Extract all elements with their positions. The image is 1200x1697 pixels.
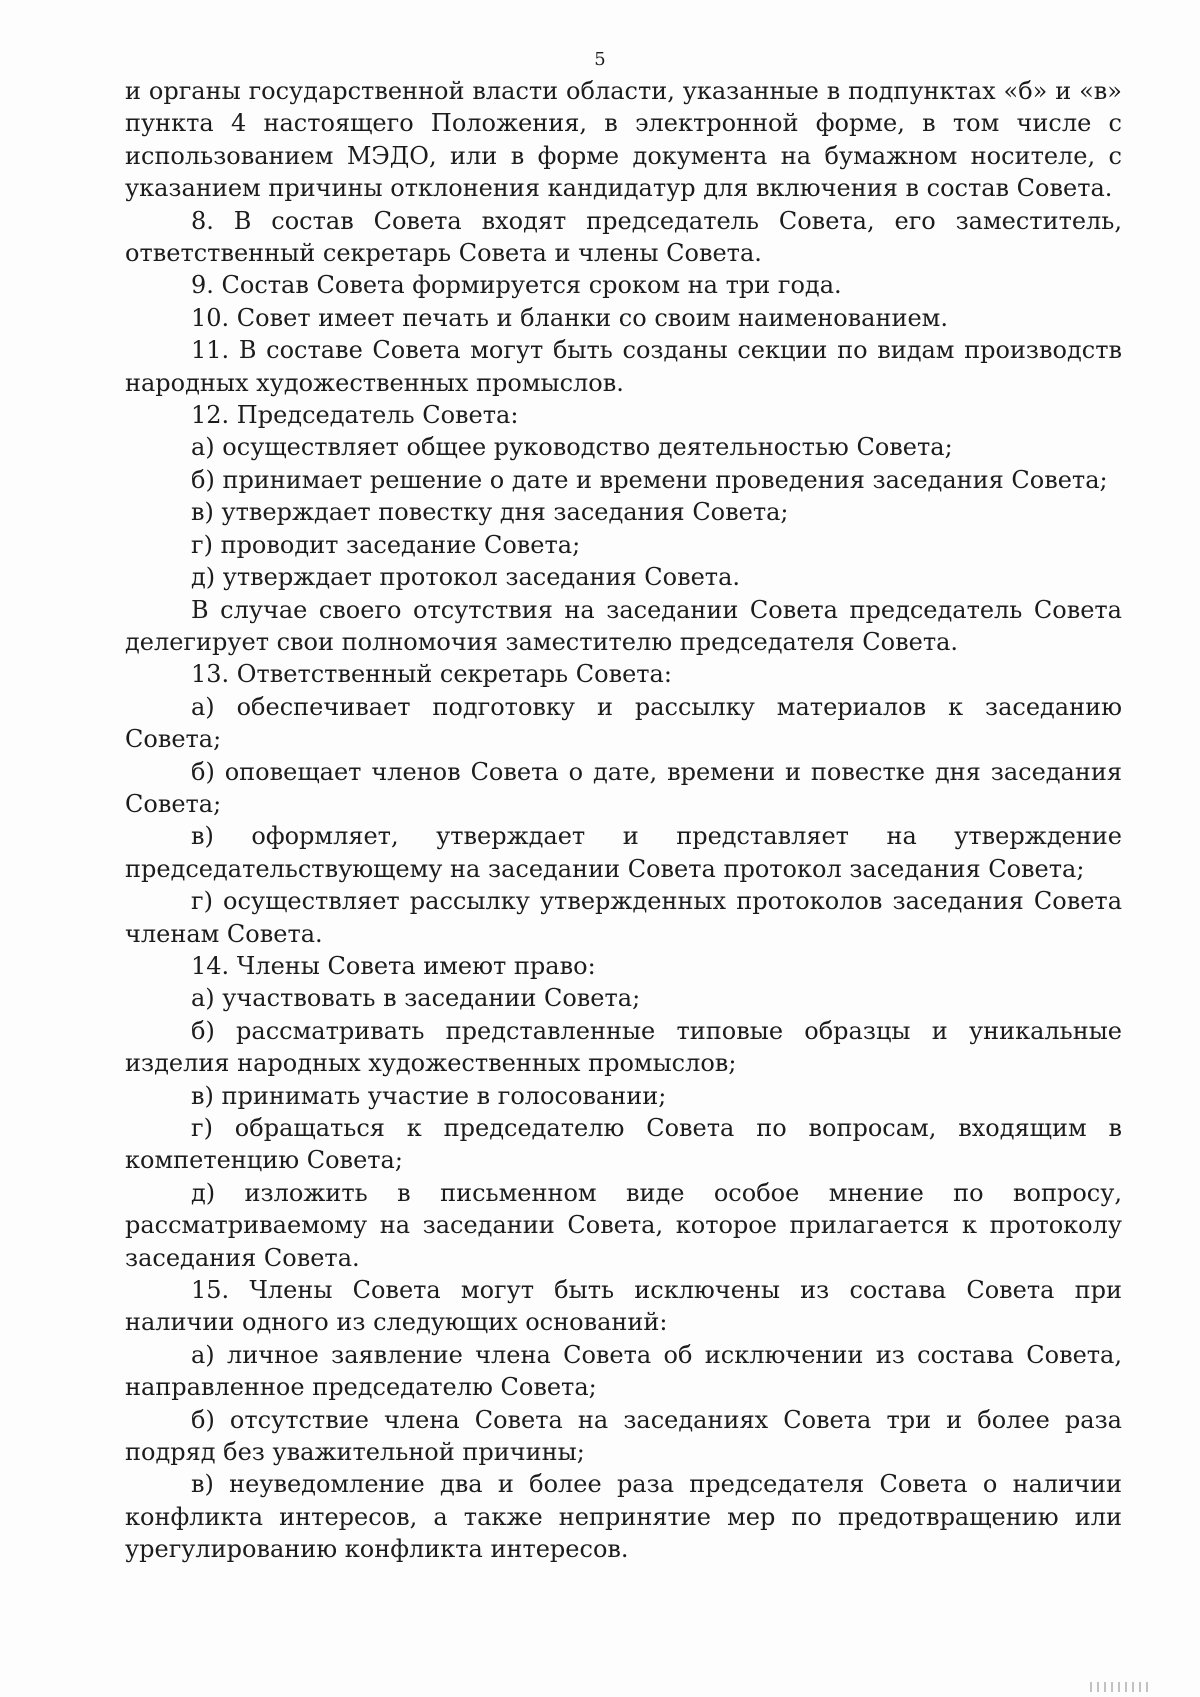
paragraph: в) оформляет, утверждает и представляет на утверждение председательствующему на заседании Совета протокол заседания Совета; <box>125 822 1122 883</box>
paragraph: г) обращаться к председателю Совета по вопросам, входящим в компетенцию Совета; <box>125 1114 1122 1175</box>
paragraph: д) изложить в письменном виде особое мнение по вопросу, рассматриваемому на заседании Совета, которое прилагается к протоколу заседания Совета. <box>125 1178 1122 1272</box>
paragraph: а) осуществляет общее руководство деятельностью Совета; <box>191 433 953 462</box>
paragraph: б) отсутствие члена Совета на заседаниях Совета три и более раза подряд без уважительной причины; <box>125 1405 1122 1467</box>
paragraph: 8. В состав Совета входят председатель Совета, его заместитель, ответственный секретарь Совета и члены Совета. <box>125 206 1122 268</box>
paragraph: 11. В составе Совета могут быть созданы секции по видам производств народных художественных промыслов. <box>125 336 1122 397</box>
paragraph: 12. Председатель Совета: <box>191 401 519 430</box>
paragraph: в) неуведомление два и более раза председателя Совета о наличии конфликта интересов, а также непринятие мер по предотвращению или урегулированию конфликта интересов. <box>125 1470 1122 1564</box>
paragraph: б) рассматривать представленные типовые образцы и уникальные изделия народных художественных промыслов; <box>125 1016 1122 1078</box>
scan-artifact <box>1090 1682 1150 1692</box>
paragraph: 9. Состав Совета формируется сроком на три года. <box>191 271 842 300</box>
paragraph: в) принимать участие в голосовании; <box>191 1081 667 1110</box>
paragraph: 14. Члены Совета имеют право: <box>191 951 596 980</box>
paragraph: г) проводит заседание Совета; <box>191 530 581 559</box>
page-number: 5 <box>594 49 606 70</box>
paragraph: а) обеспечивает подготовку и рассылку материалов к заседанию Совета; <box>125 692 1122 754</box>
paragraph: в) утверждает повестку дня заседания Совета; <box>191 498 789 527</box>
paragraph: б) оповещает членов Совета о дате, времени и повестке дня заседания Совета; <box>125 757 1122 818</box>
paragraph: 10. Совет имеет печать и бланки со своим наименованием. <box>191 303 948 332</box>
paragraph: а) участвовать в заседании Совета; <box>191 984 641 1013</box>
document-body <box>125 75 1122 1566</box>
paragraph: б) принимает решение о дате и времени проведения заседания Совета; <box>191 465 1108 494</box>
paragraph: г) осуществляет рассылку утвержденных протоколов заседания Совета членам Совета. <box>125 887 1122 948</box>
paragraph: и органы государственной власти области, указанные в подпунктах «б» и «в» пункта 4 настоящего Положения, в электронной форме, в том числе с использованием МЭДО, или в форме документа на бумажном носителе, с указанием причины отклонения кандидатур для включения в состав Совета. <box>125 77 1122 203</box>
paragraph: В случае своего отсутствия на заседании Совета председатель Совета делегирует свои полномочия заместителю председателя Совета. <box>125 595 1122 656</box>
paragraph: 15. Члены Совета могут быть исключены из состава Совета при наличии одного из следующих оснований: <box>125 1276 1122 1337</box>
paragraph: д) утверждает протокол заседания Совета. <box>191 563 741 592</box>
paragraph: 13. Ответственный секретарь Совета: <box>191 660 672 689</box>
paragraph: а) личное заявление члена Совета об исключении из состава Совета, направленное председателю Совета; <box>125 1340 1122 1402</box>
